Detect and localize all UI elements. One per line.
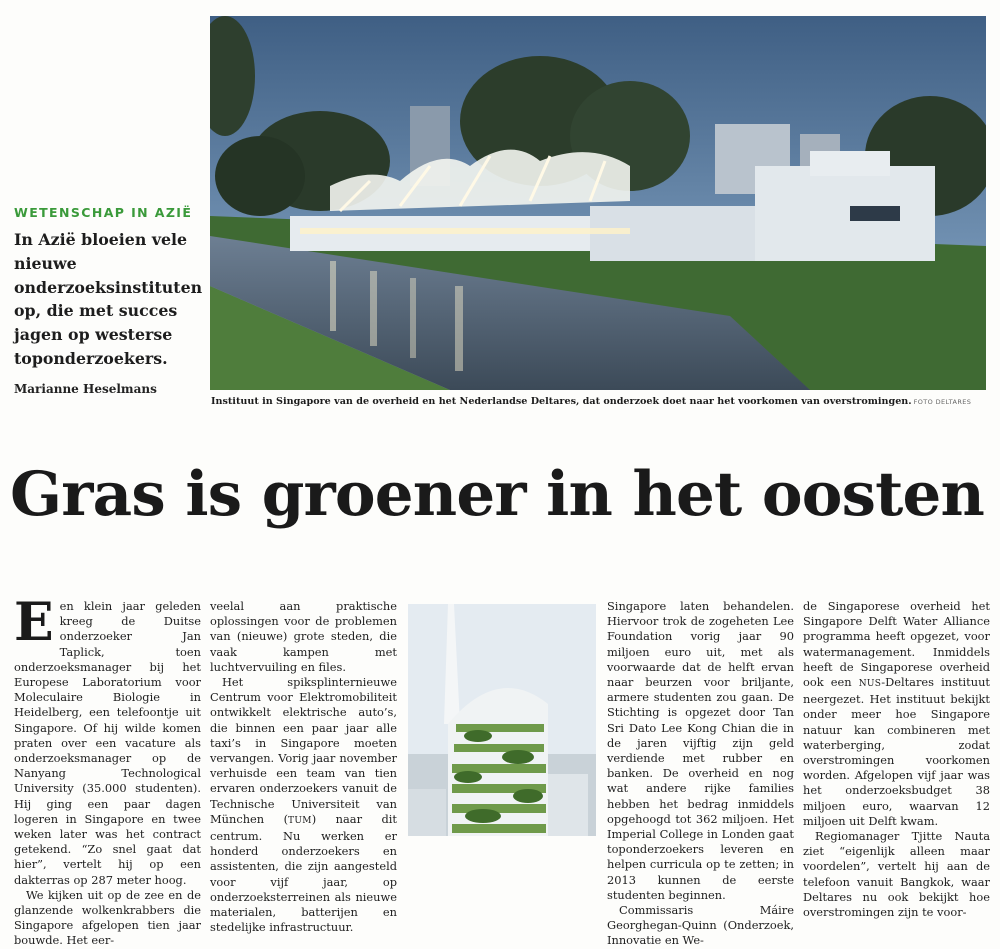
paragraph: ) naar dit centrum. Nu werken er honderd onderzoekers en assistenten, die zijn aangesteld voor vijf jaar, op onderzoeksterreinen als nieuwe materialen, batterijen en stedelijke infrastructuur. <box>210 811 397 935</box>
acronym: TUM <box>288 815 312 826</box>
photo-credit: FOTO DELTARES <box>913 398 972 406</box>
paragraph: Singapore laten behandelen. Hiervoor trok de zogeheten Lee Foundation vorig jaar 90 miljoen euro uit, met als voorwaarde dat de helft ervan naar beurzen voor briljante, armere studenten zou gaan. De Stichting is opgezet door Tan Sri Dato Lee Kong Chian die in de jaren vijftig zijn geld verdiende met rubber en banken. De overheid en nog wat andere rijke families hebben het bedrag inmiddels opgehoogd tot 362 miljoen. Het Imperial College in Londen gaat toponderzoekers leveren en helpen curricula op te zetten; in 2013 kunnen de eerste studenten beginnen. <box>607 599 794 902</box>
body-column-3 <box>607 599 794 949</box>
body-column-2 <box>210 599 397 935</box>
headline: Gras is groener in het oosten <box>10 459 985 530</box>
photo-caption-text: Instituut in Singapore van de overheid en het Nederlandse Deltares, dat onderzoek doet naar het voorkomen van overstromingen. <box>211 396 912 407</box>
paragraph: Het spiksplinternieuwe Centrum voor Elektromobiliteit ontwikkelt elektrische auto’s, die binnen een paar jaar alle taxi’s in Singapore moeten vervangen. Vorig jaar november verhuisde een team van tien ervaren onderzoekers vanuit de Technische Universiteit van München ( <box>210 675 397 826</box>
body-column-4 <box>803 599 990 920</box>
paragraph: de Singaporese overheid het Singapore Delft Water Alliance programma heeft opgezet, voor watermanagement. Inmiddels heeft de Singaporese overheid ook een <box>803 599 990 690</box>
institute-building-photo <box>210 16 986 390</box>
paragraph: veelal aan praktische oplossingen voor de problemen van (nieuwe) grote steden, die vaak kampen met luchtvervuiling en files. <box>210 599 397 674</box>
byline: Marianne Heselmans <box>14 382 157 396</box>
paragraph: Regiomanager Tjitte Nauta ziet “eigenlijk alleen maar voordelen”, vertelt hij aan de telefoon vanuit Bangkok, waar Deltares nu ook bekijkt hoe overstromingen zijn te voor- <box>803 829 990 920</box>
dropcap: E <box>14 592 54 653</box>
paragraph: en klein jaar geleden kreeg de Duitse onderzoeker Jan Taplick, toen onderzoeksmanager bij het Europese Laboratorium voor Moleculaire Biologie in Heidelberg, een telefoontje uit Singapore. Of hij wilde komen praten over een vacature als onderzoeksmanager op de Nanyang Technological University (35.000 studenten). Hij ging een paar dagen logeren in Singapore en twee weken later was het contract getekend. “Zo snel gaat dat hier”, vertelt hij op een dakterras op 287 meter hoog. <box>14 599 201 887</box>
paragraph: -Deltares instituut neergezet. Het instituut bekijkt onder meer hoe Singapore natuur kan combineren met waterberging, zodat overstromingen voorkomen worden. Afgelopen vijf jaar was het onderzoeksbudget 38 miljoen euro, waarvan 12 miljoen uit Delft kwam. <box>803 675 990 828</box>
paragraph: Commissaris Máire Georghegan-Quinn (Onderzoek, Innovatie en We- <box>607 903 794 948</box>
green-tower-photo <box>408 604 596 836</box>
paragraph: We kijken uit op de zee en de glanzende wolkenkrabbers die Singapore afgelopen tien jaar bouwde. Het eer- <box>14 887 201 948</box>
photo-caption <box>211 396 971 407</box>
body-column-1 <box>14 592 201 949</box>
article-intro: In Azië bloeien vele nieuwe onderzoeksinstituten op, die met succes jagen op westerse toponderzoekers. <box>14 230 203 368</box>
acronym: NUS <box>858 679 882 690</box>
section-label: WETENSCHAP IN AZIË <box>14 205 193 220</box>
